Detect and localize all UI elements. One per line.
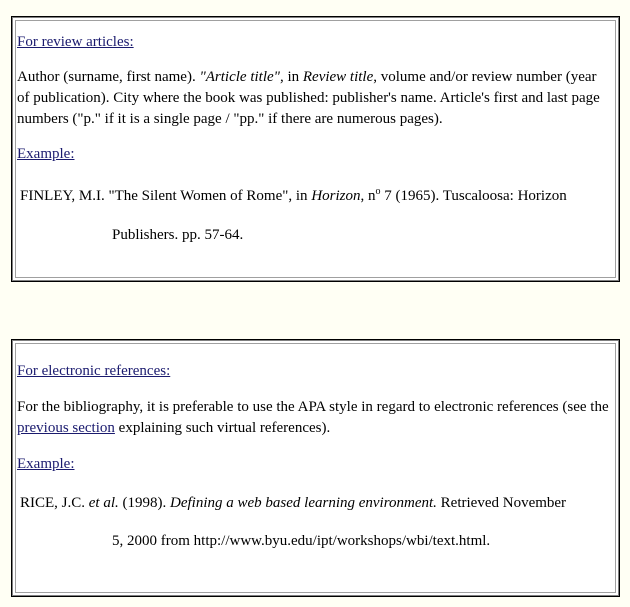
- electronic-example-author: RICE, J.C.: [20, 495, 89, 511]
- review-articles-box: [11, 16, 620, 282]
- review-desc-author: Author (surname, first name).: [17, 69, 200, 85]
- review-desc-review-title: Review title: [302, 69, 374, 85]
- electronic-example-line-2: 5, 2000 from http://www.byu.edu/ipt/workshops/wbi/text.html.: [112, 533, 491, 549]
- electronic-example-retrieved: Retrieved November: [436, 495, 567, 511]
- review-desc-line-2: of publication). City where the book was published: publisher's name. Article's first and last page: [17, 90, 600, 106]
- review-heading: For review articles:: [17, 34, 134, 50]
- electronic-references-box: [11, 339, 620, 597]
- review-desc-in: , in: [279, 69, 303, 85]
- review-articles-box-inner: [15, 20, 616, 278]
- electronic-example-title: Defining a web based learning environment.: [170, 495, 437, 511]
- electronic-example-label: Example:: [17, 456, 75, 472]
- electronic-desc-line-2: [17, 418, 330, 439]
- electronic-example-year: (1998).: [118, 495, 171, 511]
- review-example-number-sup: o: [375, 186, 381, 197]
- electronic-heading: For electronic references:: [17, 363, 171, 379]
- review-example-label: Example:: [17, 146, 75, 162]
- electronic-desc-line-1: For the bibliography, it is preferable to use the APA style in regard to electronic references (see the: [17, 399, 609, 415]
- electronic-example-line-1: [20, 493, 566, 514]
- review-example-author: FINLEY, M.I. "The Silent Women of Rome", in: [20, 188, 312, 204]
- review-desc-volume: , volume and/or review number (year: [373, 69, 597, 85]
- electronic-example-etal: et al.: [88, 495, 119, 511]
- review-example-journal: Horizon: [311, 188, 361, 204]
- review-desc-article-title: "Article title": [199, 69, 280, 85]
- review-desc-line-3: numbers ("p." if it is a single page / "pp." if there are numerous pages).: [17, 111, 443, 127]
- electronic-desc-rest: explaining such virtual references).: [114, 420, 331, 436]
- review-example-number-prefix: , n: [360, 188, 376, 204]
- review-desc-line-1: [17, 67, 597, 88]
- review-example-line-1: [20, 186, 567, 207]
- previous-section-link[interactable]: previous section: [17, 420, 115, 436]
- review-example-line-2: Publishers. pp. 57-64.: [112, 227, 244, 243]
- review-example-rest: 7 (1965). Tuscaloosa: Horizon: [380, 188, 567, 204]
